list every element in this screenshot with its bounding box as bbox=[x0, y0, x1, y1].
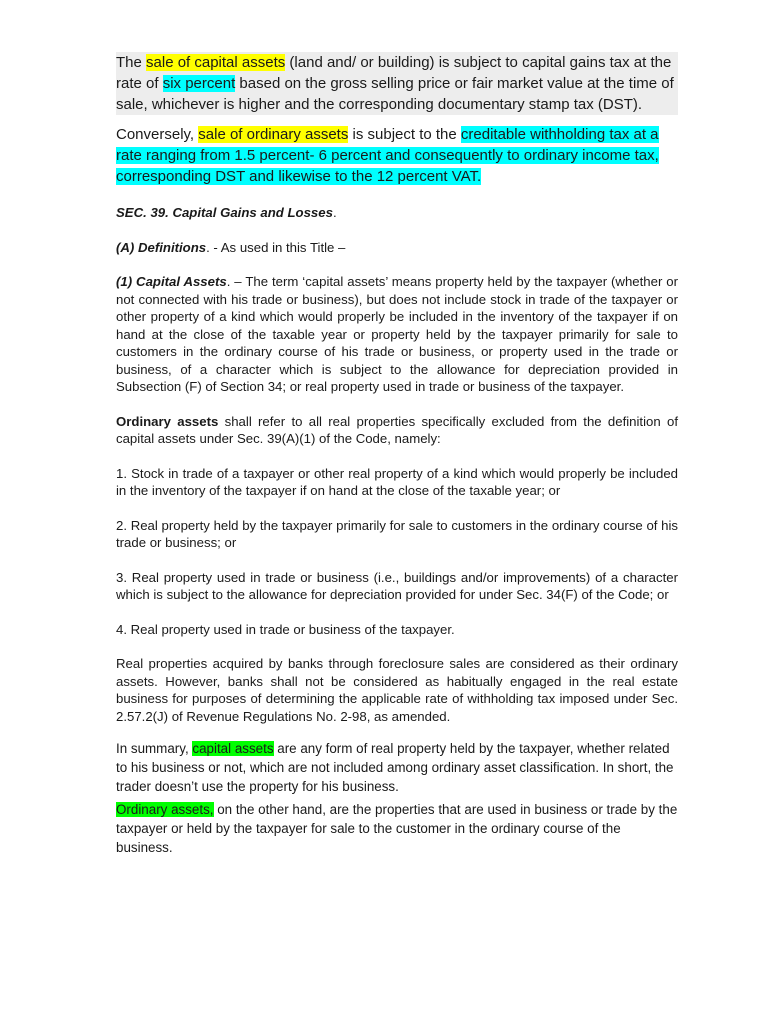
list-item: 3. Real property used in trade or business (i.e., buildings and/or improvements) of a character which is subject to the allowance for depreciation provided for under Sec. 34(F) of the Code; or bbox=[116, 569, 678, 602]
definitions-heading bbox=[116, 239, 678, 257]
banks-paragraph: Real properties acquired by banks through foreclosure sales are considered as their ordinary assets. However, banks shall not be considered as habitually engaged in the real estate business for purposes of determining the applicable rate of withholding tax imposed under Sec. 2.57.2(J) of Revenue Regulations No. 2-98, as amended. bbox=[116, 656, 678, 724]
section-heading bbox=[116, 204, 678, 222]
ordinary-assets-text: shall refer to all real properties specifically excluded from the definition of capital assets under Sec. 39(A)(1) of the Code, namely: bbox=[116, 413, 678, 446]
highlight-capital-assets: capital assets bbox=[192, 741, 274, 756]
highlight-capital-assets-sale: sale of capital assets bbox=[146, 54, 286, 71]
capital-gains-paragraph bbox=[116, 52, 678, 115]
highlight-ordinary-assets-sale: sale of ordinary assets bbox=[198, 126, 349, 143]
capital-assets-definition bbox=[116, 273, 678, 396]
paragraph-text: on the other hand, are the properties that are used in business or trade by the taxpayer or held by the taxpayer for sale to the customer in the ordinary course of the business. bbox=[116, 802, 678, 855]
paragraph-text: Conversely, bbox=[116, 126, 199, 143]
paragraph-text: (land and/ or building) is subject to capital gains tax at the rate of bbox=[116, 54, 672, 92]
paragraph-text: is subject to the bbox=[348, 126, 461, 143]
paragraph-text: are any form of real property held by the taxpayer, whether related to his business or not, which are not included among ordinary asset classification. In short, the trader doesn’t use the property for his business. bbox=[116, 741, 674, 794]
definitions-text: . - As used in this Title – bbox=[206, 239, 346, 255]
definitions-label: (A) Definitions bbox=[116, 239, 207, 255]
ordinary-assets-summary bbox=[116, 800, 678, 857]
highlight-ordinary-assets: Ordinary assets, bbox=[116, 802, 214, 817]
document-body bbox=[116, 52, 678, 857]
list-item: 2. Real property held by the taxpayer primarily for sale to customers in the ordinary course of his trade or business; or bbox=[116, 517, 678, 550]
highlight-six-percent: six percent bbox=[162, 75, 236, 92]
section-title: SEC. 39. Capital Gains and Losses bbox=[116, 205, 333, 220]
list-item: 4. Real property used in trade or business of the taxpayer. bbox=[116, 621, 455, 637]
paragraph-text: The bbox=[116, 54, 147, 71]
list-item: 1. Stock in trade of a taxpayer or other real property of a kind which would properly be included in the inventory of the taxpayer if on hand at the close of the taxable year; or bbox=[116, 465, 678, 498]
paragraph-text: In summary, bbox=[116, 741, 193, 756]
ordinary-assets-label: Ordinary assets bbox=[116, 413, 219, 429]
capital-assets-label: (1) Capital Assets bbox=[116, 274, 227, 289]
summary-paragraph bbox=[116, 739, 678, 796]
paragraph-text: based on the gross selling price or fair market value at the time of sale, whichever is higher and the corresponding documentary stamp tax (DST). bbox=[116, 75, 674, 113]
highlight-withholding-tax: creditable withholding tax at a rate ranging from 1.5 percent- 6 percent and consequently to ordinary income tax, corresponding DST and likewise to the 12 percent VAT. bbox=[116, 126, 659, 185]
capital-assets-text: . – The term ‘capital assets’ means property held by the taxpayer (whether or not connected with his trade or business), but does not include stock in trade of the taxpayer or other property of a kind which would properly be included in the inventory of the taxpayer if on hand at the close of the taxable year or property held by the taxpayer primarily for sale to customers in the ordinary course of his trade or business, or property used in the trade or business, of a character which is subject to the allowance for depreciation provided in Subsection (F) of Section 34; or real property used in trade or business of the taxpayer. bbox=[116, 274, 678, 394]
ordinary-assets-definition bbox=[116, 413, 678, 448]
section-title-end: . bbox=[332, 205, 337, 220]
ordinary-assets-sale-paragraph bbox=[116, 124, 678, 187]
